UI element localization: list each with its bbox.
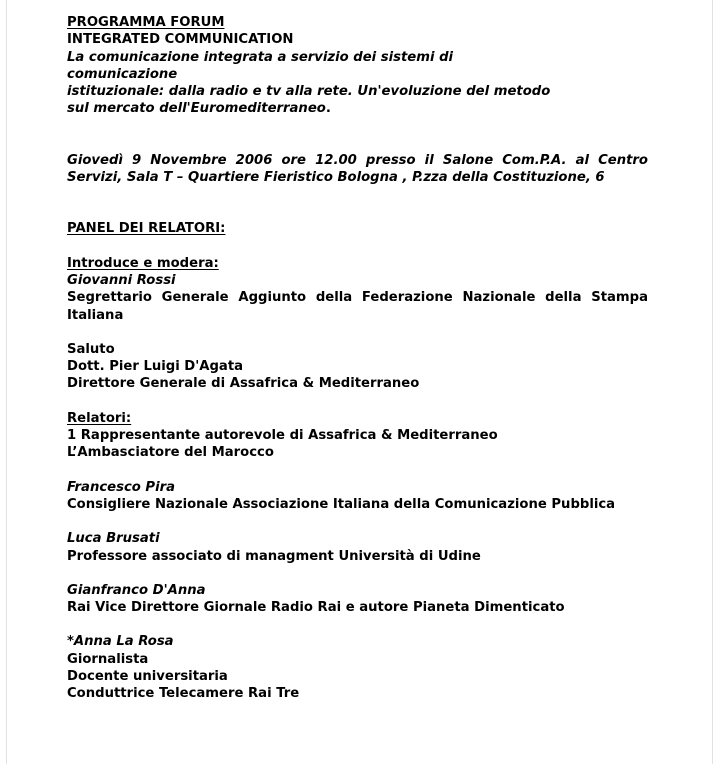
section-description: Direttore Generale di Assafrica & Mediterraneo xyxy=(67,376,420,392)
subtitle-line-1: La comunicazione integrata a servizio dei sistemi di xyxy=(67,49,454,65)
subtitle-line-3: istituzionale: dalla radio e tv alla rete. Un'evoluzione del metodo xyxy=(67,84,551,100)
section-person-name: Dott. Pier Luigi D'Agata xyxy=(67,359,244,375)
section-description: Consigliere Nazionale Associazione Italiana della Comunicazione Pubblica xyxy=(67,496,616,512)
panel-section-francesco-pira xyxy=(67,479,648,514)
section-description: Segrettario Generale Aggiunto della Federazione Nazionale della Stampa Italiana xyxy=(67,290,648,323)
spacer-6 xyxy=(67,616,648,633)
spacer-3 xyxy=(67,462,648,479)
subtitle-line-2: comunicazione xyxy=(67,66,178,82)
document-body xyxy=(67,14,648,703)
section-person-name: 1 Rappresentante autorevole di Assafrica & Mediterraneo xyxy=(67,428,498,444)
section-description: Professore associato di managment Università di Udine xyxy=(67,548,481,564)
section-description: Rai Vice Direttore Giornale Radio Rai e autore Pianeta Dimenticato xyxy=(67,600,565,616)
event-details: Giovedì 9 Novembre 2006 ore 12.00 presso il Salone Com.P.A. al Centro Servizi, Sala T – Quartiere Fieristico Bologna , P.zza della Costituzione, 6 xyxy=(67,152,648,186)
section-role-heading: Relatori: xyxy=(67,410,132,426)
panel-section-introduce xyxy=(67,255,648,324)
section-person-name: Gianfranco D'Anna xyxy=(67,582,206,598)
section-role-heading: Saluto xyxy=(67,341,115,357)
subtitle-line-4 xyxy=(67,100,648,117)
spacer-after-panel-heading xyxy=(67,238,648,255)
section-description: L’Ambasciatore del Marocco xyxy=(67,445,274,461)
panel-section-gianfranco-danna xyxy=(67,582,648,617)
document-subtitle-heading: INTEGRATED COMMUNICATION xyxy=(67,32,294,48)
spacer-after-event xyxy=(67,186,648,220)
panel-section-luca-brusati xyxy=(67,530,648,565)
spacer-1 xyxy=(67,324,648,341)
spacer-5 xyxy=(67,565,648,582)
section-person-name: Luca Brusati xyxy=(67,531,160,547)
section-description-line-3: Conduttrice Telecamere Rai Tre xyxy=(67,686,300,702)
section-description-line-2: Docente universitaria xyxy=(67,669,228,685)
subtitle-period: . xyxy=(325,101,331,117)
page-left-rule xyxy=(6,0,7,764)
panel-heading: PANEL DEI RELATORI: xyxy=(67,221,226,237)
section-person-name: Giovanni Rossi xyxy=(67,272,176,288)
page-right-rule xyxy=(712,0,713,764)
section-description-line-1: Giornalista xyxy=(67,651,149,667)
subtitle-line-4-text: sul mercato dell'Euromediterraneo xyxy=(67,101,326,117)
panel-section-relatori xyxy=(67,410,648,462)
section-person-name: Francesco Pira xyxy=(67,479,176,495)
document-title: PROGRAMMA FORUM xyxy=(67,15,225,30)
section-person-name: *Anna La Rosa xyxy=(67,634,174,650)
panel-section-anna-la-rosa xyxy=(67,633,648,702)
spacer-4 xyxy=(67,513,648,530)
section-role-heading: Introduce e modera: xyxy=(67,255,219,271)
spacer-after-title xyxy=(67,118,648,152)
panel-section-saluto xyxy=(67,341,648,393)
spacer-2 xyxy=(67,393,648,410)
title-block xyxy=(67,14,648,118)
